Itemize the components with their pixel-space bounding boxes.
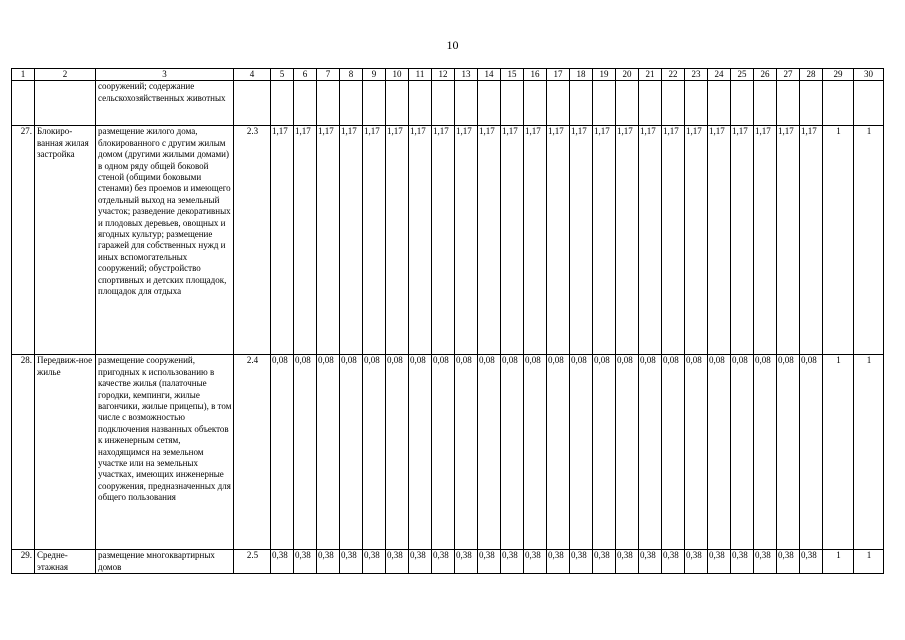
coefficient-cell: 0,38 <box>524 550 547 574</box>
header-cell: 5 <box>271 69 294 81</box>
row-code-cell <box>234 81 271 126</box>
coefficient-cell: 0,08 <box>317 355 340 550</box>
header-cell: 2 <box>35 69 96 81</box>
row-code-cell: 2.4 <box>234 355 271 550</box>
coefficient-cell: 0,08 <box>478 355 501 550</box>
coefficient-cell: 1,17 <box>294 126 317 355</box>
coefficient-cell: 0,08 <box>570 355 593 550</box>
coefficient-cell: 1,17 <box>409 126 432 355</box>
header-cell: 13 <box>455 69 478 81</box>
header-cell: 1 <box>12 69 35 81</box>
coefficient-cell: 1,17 <box>432 126 455 355</box>
row-name-cell: Средне-этажная <box>35 550 96 574</box>
coefficient-cell: 1,17 <box>363 126 386 355</box>
row-number-cell: 27. <box>12 126 35 355</box>
coefficient-cell: 1,17 <box>271 126 294 355</box>
row-number-cell: 28. <box>12 355 35 550</box>
coefficient-cell: 0,08 <box>455 355 478 550</box>
col30-cell: 1 <box>854 355 884 550</box>
data-table <box>11 68 884 574</box>
coefficient-cell: 0,38 <box>800 550 823 574</box>
coefficient-cell: 0,08 <box>501 355 524 550</box>
header-cell: 17 <box>547 69 570 81</box>
header-cell: 7 <box>317 69 340 81</box>
coefficient-cell: 0,08 <box>593 355 616 550</box>
row-description-cell: размещение многоквартирных домов <box>96 550 234 574</box>
coefficient-cell <box>501 81 524 126</box>
coefficient-cell <box>478 81 501 126</box>
header-cell: 20 <box>616 69 639 81</box>
row-name-cell: Передвиж-ное жилье <box>35 355 96 550</box>
row-number-cell: 29. <box>12 550 35 574</box>
coefficient-cell <box>731 81 754 126</box>
col29-cell: 1 <box>823 126 854 355</box>
coefficient-cell: 1,17 <box>570 126 593 355</box>
coefficient-cell: 0,38 <box>639 550 662 574</box>
coefficient-cell <box>386 81 409 126</box>
header-cell: 28 <box>800 69 823 81</box>
coefficient-cell: 0,38 <box>386 550 409 574</box>
coefficient-cell: 0,08 <box>547 355 570 550</box>
coefficient-cell <box>294 81 317 126</box>
coefficient-cell <box>800 81 823 126</box>
coefficient-cell: 0,38 <box>271 550 294 574</box>
table-row <box>12 81 884 126</box>
coefficient-cell <box>685 81 708 126</box>
header-cell: 10 <box>386 69 409 81</box>
coefficient-cell <box>570 81 593 126</box>
header-cell: 27 <box>777 69 800 81</box>
coefficient-cell: 1,17 <box>593 126 616 355</box>
coefficient-cell: 0,08 <box>777 355 800 550</box>
coefficient-cell: 0,08 <box>616 355 639 550</box>
coefficient-cell: 1,17 <box>708 126 731 355</box>
coefficient-cell: 0,08 <box>363 355 386 550</box>
coefficient-cell <box>662 81 685 126</box>
header-cell: 30 <box>854 69 884 81</box>
coefficient-cell: 0,38 <box>363 550 386 574</box>
coefficient-cell: 0,38 <box>340 550 363 574</box>
row-name-cell: Блокиро-ванная жилая застройка <box>35 126 96 355</box>
coefficient-cell <box>777 81 800 126</box>
coefficient-cell: 1,17 <box>386 126 409 355</box>
coefficient-cell: 1,17 <box>639 126 662 355</box>
col30-cell <box>854 81 884 126</box>
coefficient-cell: 0,38 <box>731 550 754 574</box>
row-code-cell: 2.5 <box>234 550 271 574</box>
coefficient-cell: 0,38 <box>685 550 708 574</box>
header-cell: 23 <box>685 69 708 81</box>
coefficient-cell: 1,17 <box>547 126 570 355</box>
coefficient-cell: 0,08 <box>294 355 317 550</box>
coefficient-cell: 0,38 <box>777 550 800 574</box>
header-cell: 24 <box>708 69 731 81</box>
coefficient-cell: 1,17 <box>754 126 777 355</box>
header-cell: 29 <box>823 69 854 81</box>
row-number-cell <box>12 81 35 126</box>
coefficient-cell: 0,38 <box>455 550 478 574</box>
header-cell: 15 <box>501 69 524 81</box>
coefficient-cell: 0,08 <box>409 355 432 550</box>
col29-cell: 1 <box>823 355 854 550</box>
coefficient-cell: 0,08 <box>662 355 685 550</box>
table-row <box>12 126 884 355</box>
coefficient-cell: 0,38 <box>570 550 593 574</box>
coefficient-cell: 0,08 <box>271 355 294 550</box>
coefficient-cell: 0,38 <box>478 550 501 574</box>
coefficient-cell: 0,08 <box>800 355 823 550</box>
header-cell: 11 <box>409 69 432 81</box>
coefficient-cell: 0,08 <box>685 355 708 550</box>
header-cell: 3 <box>96 69 234 81</box>
header-cell: 14 <box>478 69 501 81</box>
coefficient-cell: 0,38 <box>593 550 616 574</box>
coefficient-cell <box>524 81 547 126</box>
header-cell: 18 <box>570 69 593 81</box>
col29-cell <box>823 81 854 126</box>
coefficient-cell: 0,08 <box>340 355 363 550</box>
row-code-cell: 2.3 <box>234 126 271 355</box>
coefficient-cell: 0,08 <box>386 355 409 550</box>
coefficient-cell <box>409 81 432 126</box>
header-cell: 4 <box>234 69 271 81</box>
coefficient-cell: 1,17 <box>662 126 685 355</box>
coefficient-cell <box>593 81 616 126</box>
coefficient-cell <box>271 81 294 126</box>
row-name-cell <box>35 81 96 126</box>
coefficient-cell: 0,38 <box>432 550 455 574</box>
page-number: 10 <box>446 38 459 52</box>
coefficient-cell: 0,38 <box>662 550 685 574</box>
header-row <box>12 69 884 81</box>
coefficient-cell <box>317 81 340 126</box>
row-description-cell: сооружений; содержание сельскохозяйственных животных <box>96 81 234 126</box>
coefficient-cell: 0,08 <box>754 355 777 550</box>
coefficient-cell: 1,17 <box>685 126 708 355</box>
header-cell: 22 <box>662 69 685 81</box>
coefficient-cell: 0,38 <box>501 550 524 574</box>
col30-cell: 1 <box>854 550 884 574</box>
row-description-cell: размещение жилого дома, блокированного с другим жилым домом (другими жилыми домами) в одном ряду общей боковой стеной (общими боковыми стенами) без проемов и имеющего отдельный выход на земельный участок; разведение декоративных и плодовых деревьев, овощных и ягодных культур; размещение гаражей для собственных нужд и иных вспомогательных сооружений; обустройство спортивных и детских площадок, площадок для отдыха <box>96 126 234 355</box>
header-cell: 26 <box>754 69 777 81</box>
table-row <box>12 550 884 574</box>
coefficient-cell: 0,08 <box>432 355 455 550</box>
coefficient-cell <box>708 81 731 126</box>
coefficient-cell: 1,17 <box>340 126 363 355</box>
header-cell: 16 <box>524 69 547 81</box>
coefficient-cell: 1,17 <box>501 126 524 355</box>
coefficient-cell: 0,38 <box>616 550 639 574</box>
table-row <box>12 355 884 550</box>
coefficient-cell: 0,08 <box>524 355 547 550</box>
coefficient-cell: 0,08 <box>708 355 731 550</box>
coefficient-cell: 0,08 <box>731 355 754 550</box>
header-cell: 8 <box>340 69 363 81</box>
coefficient-cell <box>340 81 363 126</box>
coefficient-cell: 0,38 <box>547 550 570 574</box>
row-description-cell: размещение сооружений, пригодных к использованию в качестве жилья (палаточные городки, кемпинги, жилые вагончики, жилые прицепы), в том числе с возможностью подключения названных объектов к инженерным сетям, находящимся на земельном участке или на земельных участках, имеющих инженерные сооружения, предназначенных для общего пользования <box>96 355 234 550</box>
coefficient-cell <box>754 81 777 126</box>
col30-cell: 1 <box>854 126 884 355</box>
coefficient-cell: 1,17 <box>455 126 478 355</box>
coefficient-cell: 1,17 <box>800 126 823 355</box>
coefficient-cell: 1,17 <box>317 126 340 355</box>
header-cell: 19 <box>593 69 616 81</box>
coefficient-cell: 1,17 <box>478 126 501 355</box>
coefficient-cell: 1,17 <box>524 126 547 355</box>
col29-cell: 1 <box>823 550 854 574</box>
header-cell: 6 <box>294 69 317 81</box>
coefficient-cell <box>547 81 570 126</box>
coefficient-cell: 0,38 <box>409 550 432 574</box>
coefficient-cell: 1,17 <box>731 126 754 355</box>
coefficient-cell: 0,38 <box>708 550 731 574</box>
coefficient-cell: 0,38 <box>317 550 340 574</box>
header-cell: 21 <box>639 69 662 81</box>
coefficient-cell <box>616 81 639 126</box>
coefficient-cell: 1,17 <box>777 126 800 355</box>
coefficient-cell: 0,08 <box>639 355 662 550</box>
coefficient-cell <box>455 81 478 126</box>
coefficient-cell <box>363 81 386 126</box>
coefficient-cell <box>432 81 455 126</box>
header-cell: 12 <box>432 69 455 81</box>
coefficient-cell: 1,17 <box>616 126 639 355</box>
coefficient-cell: 0,38 <box>754 550 777 574</box>
header-cell: 25 <box>731 69 754 81</box>
coefficient-cell: 0,38 <box>294 550 317 574</box>
header-cell: 9 <box>363 69 386 81</box>
coefficient-cell <box>639 81 662 126</box>
